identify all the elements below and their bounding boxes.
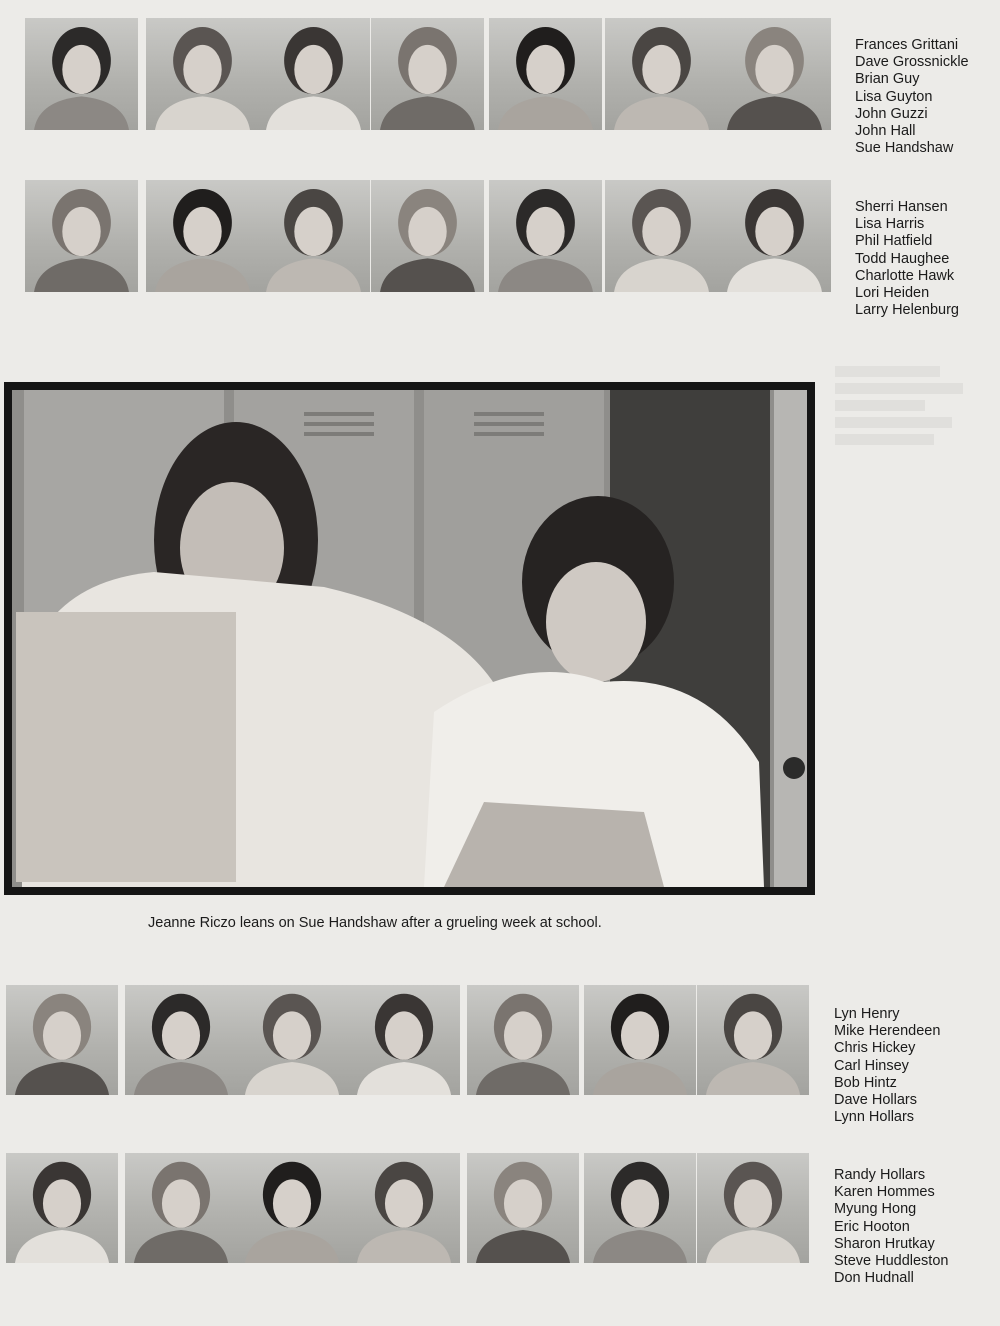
student-name: Lisa Harris	[855, 216, 925, 233]
student-name: Lyn Henry	[834, 1006, 900, 1022]
student-name: Sherri Hansen	[855, 199, 948, 215]
student-portrait	[467, 1153, 579, 1263]
student-portrait	[467, 985, 579, 1095]
student-name: John Guzzi	[855, 105, 928, 122]
student-portrait	[371, 180, 484, 292]
photo-caption: Jeanne Riczo leans on Sue Handshaw after a grueling week at school.	[148, 915, 602, 931]
student-portrait	[605, 18, 718, 130]
student-portrait	[146, 18, 259, 130]
student-portrait	[236, 985, 348, 1095]
student-portrait	[257, 18, 370, 130]
student-portrait	[697, 985, 809, 1095]
student-name: Larry Helenburg	[855, 302, 959, 319]
student-name: Karen Hommes	[834, 1184, 935, 1201]
student-name: Mike Herendeen	[834, 1023, 941, 1040]
student-name: Myung Hong	[834, 1201, 917, 1218]
student-name: John Hall	[855, 123, 916, 140]
student-portrait	[584, 1153, 696, 1263]
student-name: Dave Grossnickle	[855, 54, 969, 71]
student-name: Steve Huddleston	[834, 1253, 949, 1270]
student-portrait	[236, 1153, 348, 1263]
student-portrait	[718, 180, 831, 292]
student-name: Dave Hollars	[834, 1092, 917, 1109]
student-portrait	[489, 18, 602, 130]
student-portrait	[25, 180, 138, 292]
student-portrait	[584, 985, 696, 1095]
student-name: Sue Handshaw	[855, 140, 954, 157]
student-name: Brian Guy	[855, 71, 920, 88]
student-name: Lynn Hollars	[834, 1109, 915, 1126]
student-portrait	[257, 180, 370, 292]
student-name: Phil Hatfield	[855, 233, 933, 250]
student-name: Charlotte Hawk	[855, 267, 955, 284]
student-portrait	[371, 18, 484, 130]
name-list	[834, 1167, 948, 1287]
student-portrait	[348, 985, 460, 1095]
student-name: Eric Hooton	[834, 1218, 910, 1235]
student-portrait	[25, 18, 138, 130]
student-name: Lori Heiden	[855, 285, 930, 302]
student-portrait	[489, 180, 602, 292]
student-name: Chris Hickey	[834, 1040, 916, 1057]
student-name: Randy Hollars	[834, 1167, 926, 1183]
student-name: Bob Hintz	[834, 1074, 897, 1091]
student-portrait	[125, 985, 237, 1095]
student-name: Don Hudnall	[834, 1270, 914, 1287]
student-portrait	[125, 1153, 237, 1263]
student-portrait	[718, 18, 831, 130]
student-portrait	[697, 1153, 809, 1263]
student-portrait	[146, 180, 259, 292]
student-portrait	[348, 1153, 460, 1263]
student-name: Sharon Hrutkay	[834, 1235, 935, 1252]
student-name: Lisa Guyton	[855, 88, 933, 105]
student-name: Todd Haughee	[855, 250, 950, 267]
student-portrait	[6, 1153, 118, 1263]
student-name: Frances Grittani	[855, 37, 959, 53]
student-portrait	[605, 180, 718, 292]
student-name: Carl Hinsey	[834, 1057, 909, 1074]
student-portrait	[6, 985, 118, 1095]
